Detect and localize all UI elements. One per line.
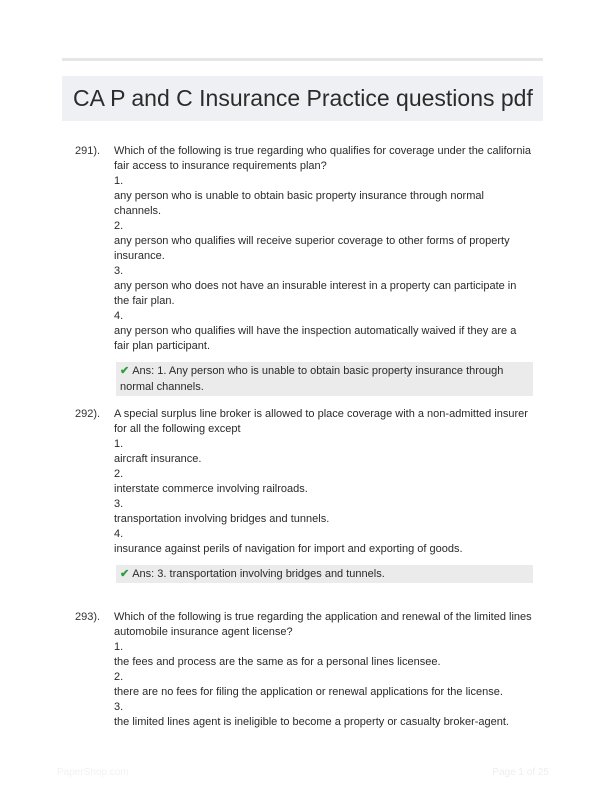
question-number: 292). <box>75 408 101 420</box>
option-text: the limited lines agent is ineligible to become a property or casualty broker-agent. <box>114 716 509 728</box>
option-text: transportation involving bridges and tunnels. <box>114 513 330 525</box>
option-number: 3. <box>114 701 124 713</box>
question-body <box>114 407 534 583</box>
option-number: 4. <box>114 528 124 540</box>
option-text: interstate commerce involving railroads. <box>114 483 308 495</box>
question-number: 291). <box>75 145 101 157</box>
option-number: 1. <box>114 641 124 653</box>
option-text: aircraft insurance. <box>114 453 202 465</box>
answer-box <box>116 565 533 583</box>
option-text: the fees and process are the same as for a personal lines licensee. <box>114 656 441 668</box>
check-icon: ✔ <box>120 365 130 377</box>
option-number: 2. <box>114 220 124 232</box>
option-number: 1. <box>114 438 124 450</box>
answer-text: Ans: 1. Any person who is unable to obtain basic property insurance through normal channels. <box>120 365 504 393</box>
question-text: Which of the following is true regarding who qualifies for coverage under the california fair access to insurance requirements plan? <box>114 145 532 172</box>
question-text: Which of the following is true regarding the application and renewal of the limited lines automobile insurance agent license? <box>114 611 532 638</box>
question-body <box>114 610 534 730</box>
option-number: 3. <box>114 265 124 277</box>
option-text: any person who qualifies will receive superior coverage to other forms of property insurance. <box>114 235 510 262</box>
option-number: 2. <box>114 468 124 480</box>
footer-page-number: Page 1 of 25 <box>492 767 549 778</box>
option-number: 1. <box>114 175 124 187</box>
question-text: A special surplus line broker is allowed to place coverage with a non-admitted insurer for all the following except <box>114 408 528 435</box>
answer-box <box>116 362 533 396</box>
option-text: any person who does not have an insurable interest in a property can participate in the fair plan. <box>114 280 517 307</box>
question-number: 293). <box>75 611 101 623</box>
footer-site: PaperShop.com <box>57 767 129 778</box>
option-text: any person who qualifies will have the inspection automatically waived if they are a fair plan participant. <box>114 325 517 352</box>
title-bar <box>62 76 543 121</box>
option-number: 2. <box>114 671 124 683</box>
page-title: CA P and C Insurance Practice questions pdf <box>73 85 533 111</box>
question-body <box>114 144 534 396</box>
option-text: insurance against perils of navigation for import and exporting of goods. <box>114 543 463 555</box>
check-icon: ✔ <box>120 568 130 580</box>
option-text: any person who is unable to obtain basic property insurance through normal channels. <box>114 190 484 217</box>
answer-text: Ans: 3. transportation involving bridges and tunnels. <box>132 568 385 580</box>
option-number: 3. <box>114 498 124 510</box>
option-number: 4. <box>114 310 124 322</box>
option-text: there are no fees for filing the application or renewal applications for the license. <box>114 686 503 698</box>
top-rule <box>62 58 543 61</box>
